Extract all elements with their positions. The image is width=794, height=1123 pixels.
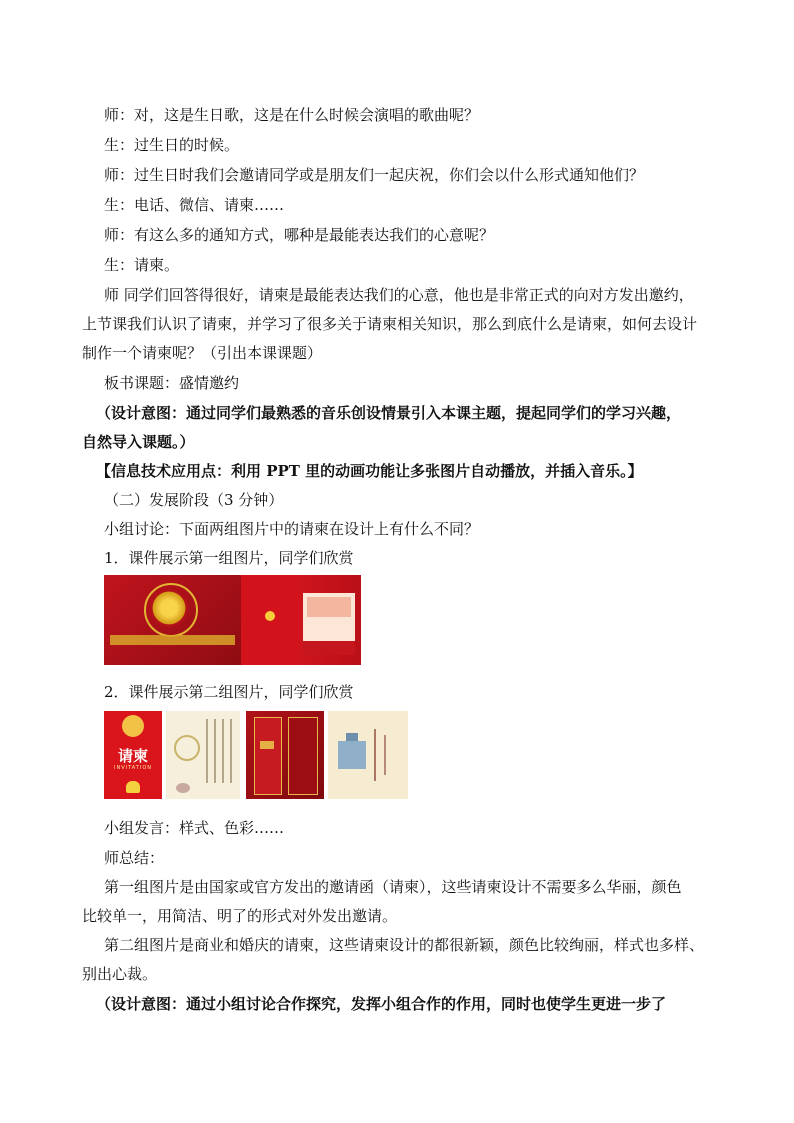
official-invitation-image (241, 575, 361, 665)
national-invitation-image (104, 575, 241, 665)
paragraph-line: 师总结： (104, 849, 165, 867)
paragraph-line: 小组发言：样式、色彩…… (104, 819, 285, 837)
list-item: 1．课件展示第一组图片，同学们欣赏 (104, 549, 354, 567)
design-intent-line: （设计意图：通过小组讨论合作探究，发挥小组合作的作用，同时也使学生更进一步了 (96, 995, 667, 1013)
dialogue-line: 生：过生日的时候。 (104, 136, 240, 154)
design-intent-line: （设计意图：通过同学们最熟悉的音乐创设情景引入本课主题，提起同学们的学习兴趣， (96, 404, 682, 422)
wedding-invitation-image (104, 711, 162, 799)
list-item: 2．课件展示第二组图片，同学们欣赏 (104, 683, 354, 701)
section-heading: （二）发展阶段（3 分钟） (104, 491, 284, 509)
invitation-title: 请柬 (117, 747, 148, 765)
image-group-2 (104, 711, 408, 799)
paragraph-line: 制作一个请柬呢？（引出本课课题） (82, 344, 323, 362)
board-title-line: 板书课题：盛情邀约 (104, 374, 240, 392)
dialogue-line: 生：电话、微信、请柬…… (104, 196, 285, 214)
paragraph-line: 师 同学们回答得很好，请柬是最能表达我们的心意，他也是非常正式的向对方发出邀约， (104, 286, 694, 304)
dialogue-line: 师：过生日时我们会邀请同学或是朋友们一起庆祝，你们会以什么形式通知他们？ (104, 166, 645, 184)
red-folded-invitation-image (246, 711, 324, 799)
paragraph-line: 别出心裁。 (82, 965, 158, 983)
design-intent-line: 自然导入课题。） (82, 433, 195, 451)
dialogue-line: 师：有这么多的通知方式，哪种是最能表达我们的心意呢？ (104, 226, 495, 244)
paragraph-line: 小组讨论：下面两组图片中的请柬在设计上有什么不同？ (104, 520, 480, 538)
paragraph-line: 第一组图片是由国家或官方发出的邀请函（请柬），这些请柬设计不需要多么华丽，颜色 (104, 878, 682, 896)
business-invitation-image (328, 711, 408, 799)
paragraph-line: 上节课我们认识了请柬，并学习了很多关于请柬相关知识，那么到底什么是请柬，如何去设计 (82, 315, 698, 333)
cream-invitation-image (166, 711, 240, 799)
tech-point-line: 【信息技术应用点：利用 PPT 里的动画功能让多张图片自动播放，并插入音乐。】 (96, 462, 643, 480)
image-group-1 (104, 575, 361, 665)
dialogue-line: 生：请柬。 (104, 256, 180, 274)
paragraph-line: 比较单一，用简洁、明了的形式对外发出邀请。 (82, 907, 398, 925)
paragraph-line: 第二组图片是商业和婚庆的请柬，这些请柬设计的都很新颖，颜色比较绚丽，样式也多样、 (104, 936, 705, 954)
dialogue-line: 师：对，这是生日歌，这是在什么时候会演唱的歌曲呢？ (104, 106, 480, 124)
invitation-subtitle: INVITATION (113, 765, 152, 771)
